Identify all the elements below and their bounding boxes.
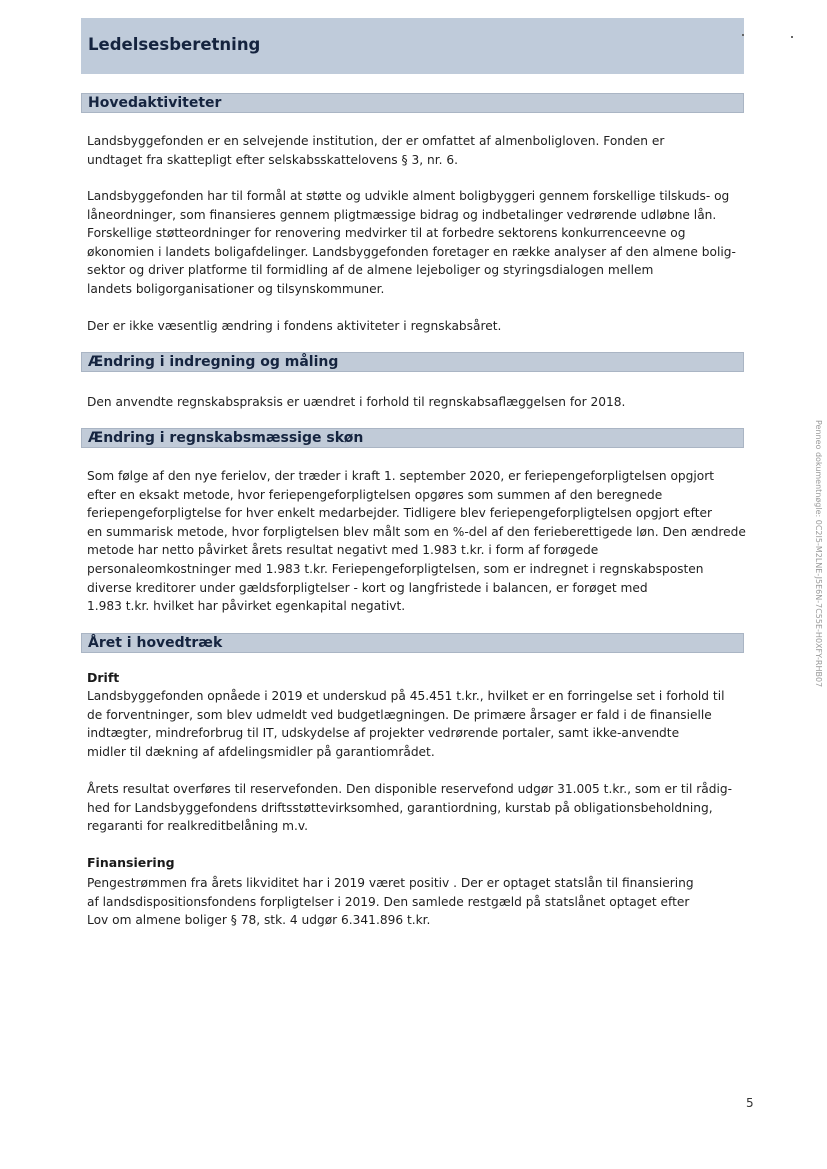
paragraph-finansiering-1 <box>87 874 747 930</box>
paragraph-hovedaktiviteter-3 <box>87 317 747 336</box>
text-line: feriepengeforpligtelse for hver enkelt medarbejder. Tidligere blev feriepengeforpligtelsen opgjort efter <box>87 506 712 521</box>
scan-mark <box>742 34 744 36</box>
text-line: sektor og driver platforme til formidling af de almene lejeboliger og styringsdialogen mellem <box>87 263 654 278</box>
text-line: Der er ikke væsentlig ændring i fondens aktiviteter i regnskabsåret. <box>87 319 502 333</box>
text-line: indtægter, mindreforbrug til IT, udskydelse af projekter vedrørende portaler, samt ikke-anvendte <box>87 726 680 741</box>
text-line: Landsbyggefonden er en selvejende institution, der er omfattet af almenboligloven. Fonden er <box>87 134 665 148</box>
text-line: regaranti for realkreditbelåning m.v. <box>87 819 309 834</box>
text-line: Som følge af den nye ferielov, der træder i kraft 1. september 2020, er feriepengeforpligtelsen opgjort <box>87 469 715 483</box>
text-line: Landsbyggefonden opnåede i 2019 et underskud på 45.451 t.kr., hvilket er en forringelse set i forhold til <box>87 689 725 703</box>
text-line: metode har netto påvirket årets resultat negativt med 1.983 t.kr. i form af forøgede <box>87 543 599 558</box>
text-line: økonomien i landets boligafdelinger. Landsbyggefonden foretager en række analyser af den almene bolig- <box>87 244 736 259</box>
text-line: låneordninger, som finansieres gennem pligtmæssige bidrag og indbetalinger vedrørende udløbne lån. <box>87 207 717 222</box>
text-line: en summarisk metode, hvor forpligtelsen blev målt som en %-del af den ferieberettigede løn. Den ændrede <box>87 524 746 539</box>
subheading-drift: Drift <box>87 670 120 685</box>
paragraph-hovedaktiviteter-1 <box>87 132 747 169</box>
page-title-bar <box>81 18 744 74</box>
section-heading-text: Ændring i regnskabsmæssige skøn <box>88 430 364 446</box>
text-line: Pengestrømmen fra årets likviditet har i 2019 været positiv . Der er optaget statslån til finansiering <box>87 876 694 890</box>
section-heading-text: Ændring i indregning og måling <box>88 354 339 370</box>
text-line: hed for Landsbyggefondens driftsstøttevirksomhed, garantiordning, kurstab på obligationsbeholdning, <box>87 800 713 815</box>
paragraph-drift-1 <box>87 687 747 761</box>
paragraph-skoen-1 <box>87 467 747 616</box>
text-line: Årets resultat overføres til reservefonden. Den disponible reservefond udgør 31.005 t.kr., som er til rådig- <box>87 782 733 796</box>
text-line: Landsbyggefonden har til formål at støtte og udvikle alment boligbyggeri gennem forskellige tilskuds- og <box>87 189 730 203</box>
section-heading-text: Hovedaktiviteter <box>88 95 222 111</box>
section-heading-hovedaktiviteter <box>81 93 744 113</box>
text-line: 1.983 t.kr. hvilket har påvirket egenkapital negativt. <box>87 599 406 614</box>
text-line: diverse kreditorer under gældsforpligtelser - kort og langfristede i balancen, er forøget med <box>87 580 648 595</box>
section-heading-skoen <box>81 428 744 448</box>
text-line: Forskellige støtteordninger for renovering medvirker til at forbedre sektorens konkurrenceevne og <box>87 226 686 241</box>
text-line: undtaget fra skattepligt efter selskabsskattelovens § 3, nr. 6. <box>87 152 458 167</box>
paragraph-drift-2 <box>87 780 747 836</box>
paragraph-indregning-1 <box>87 393 747 412</box>
section-heading-indregning <box>81 352 744 372</box>
text-line: de forventninger, som blev udmeldt ved budgetlægningen. De primære årsager er fald i de finansielle <box>87 707 712 722</box>
paragraph-hovedaktiviteter-2 <box>87 187 747 299</box>
text-line: midler til dækning af afdelingsmidler på garantiområdet. <box>87 744 435 759</box>
subheading-finansiering: Finansiering <box>87 855 175 870</box>
text-line: efter en eksakt metode, hvor feriepengeforpligtelsen opgøres som summen af den beregnede <box>87 487 663 502</box>
text-line: Den anvendte regnskabspraksis er uændret i forhold til regnskabsaflæggelsen for 2018. <box>87 395 626 409</box>
section-heading-aaret <box>81 633 744 653</box>
text-line: personaleomkostninger med 1.983 t.kr. Feriepengeforpligtelsen, som er indregnet i regnskabsposten <box>87 561 704 576</box>
side-stamp-text: Penneo dokumentnøgle: 0C2I5-M2LNE-J5E6N-7C55E-H0XFY-RHB07 <box>814 420 823 688</box>
section-heading-text: Året i hovedtræk <box>88 635 223 651</box>
scan-mark <box>791 36 793 38</box>
text-line: landets boligorganisationer og tilsynskommuner. <box>87 281 385 296</box>
page-title: Ledelsesberetning <box>88 35 261 54</box>
text-line: af landsdispositionsfondens forpligtelser i 2019. Den samlede restgæld på statslånet optaget efter <box>87 894 690 909</box>
side-stamp <box>813 420 825 740</box>
page-number: 5 <box>746 1096 754 1110</box>
text-line: Lov om almene boliger § 78, stk. 4 udgør 6.341.896 t.kr. <box>87 913 431 928</box>
